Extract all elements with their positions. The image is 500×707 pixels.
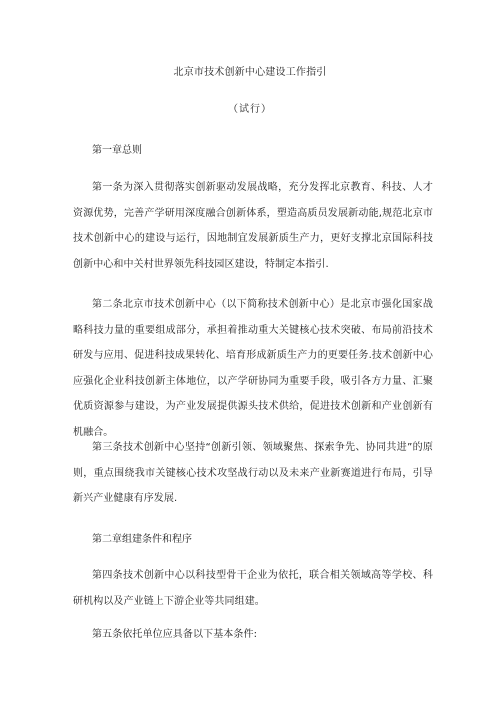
chapter-heading-2: 第二章组建条件和程序 [92,534,192,545]
document-subtitle: （试行） [228,104,272,115]
article-2: 第二条北京市技术创新中心（以下简称技术创新中心）是北京市强化国家战略科技力量的重要组成部分，承担着推动重大关键核心技术突破、布局前沿技术研发与应用、促进科技成果转化、培育形成新质生产力的更要任务.技术创新中心应强化企业科技创新主体地位，以产学研协同为重要手段，吸引各方力量、汇聚优质资源参与建设，为产业发展提供源头技术供给，促进技术创新和产业创新有机融合。 [73,299,433,438]
article-4: 第四条技术创新中心以科技型骨干企业为依托，联合相关领域高等学校、科研机构以及产业链上下游企业等共同组建。 [73,570,433,607]
document-title: 北京市技术创新中心建设工作指引 [173,67,327,78]
chapter-heading-1: 第一章总则 [92,145,142,156]
article-3: 第三条技术创新中心坚持“创新引领、领域聚焦、探索争先、协同共进”的原则，重点围绕我市关键核心技术攻坚战行动以及未来产业新赛道进行布局，引导新兴产业健康有序发展. [73,442,433,505]
article-1: 第一条为深入贯彻落实创新驱动发展战略，充分发挥北京教育、科技、人才资源优势，完善产学研用深度融合创新体系，塑造高质员发展新动能,规范北京市技术创新中心的建设与运行，因地制宜发展新质生产力，更好支撑北京国际科技创新中心和中关村世界领先科技园区建设，特制定本指引. [73,182,433,270]
article-5: 第五条依托单位应具备以下基本条件: [92,629,258,640]
